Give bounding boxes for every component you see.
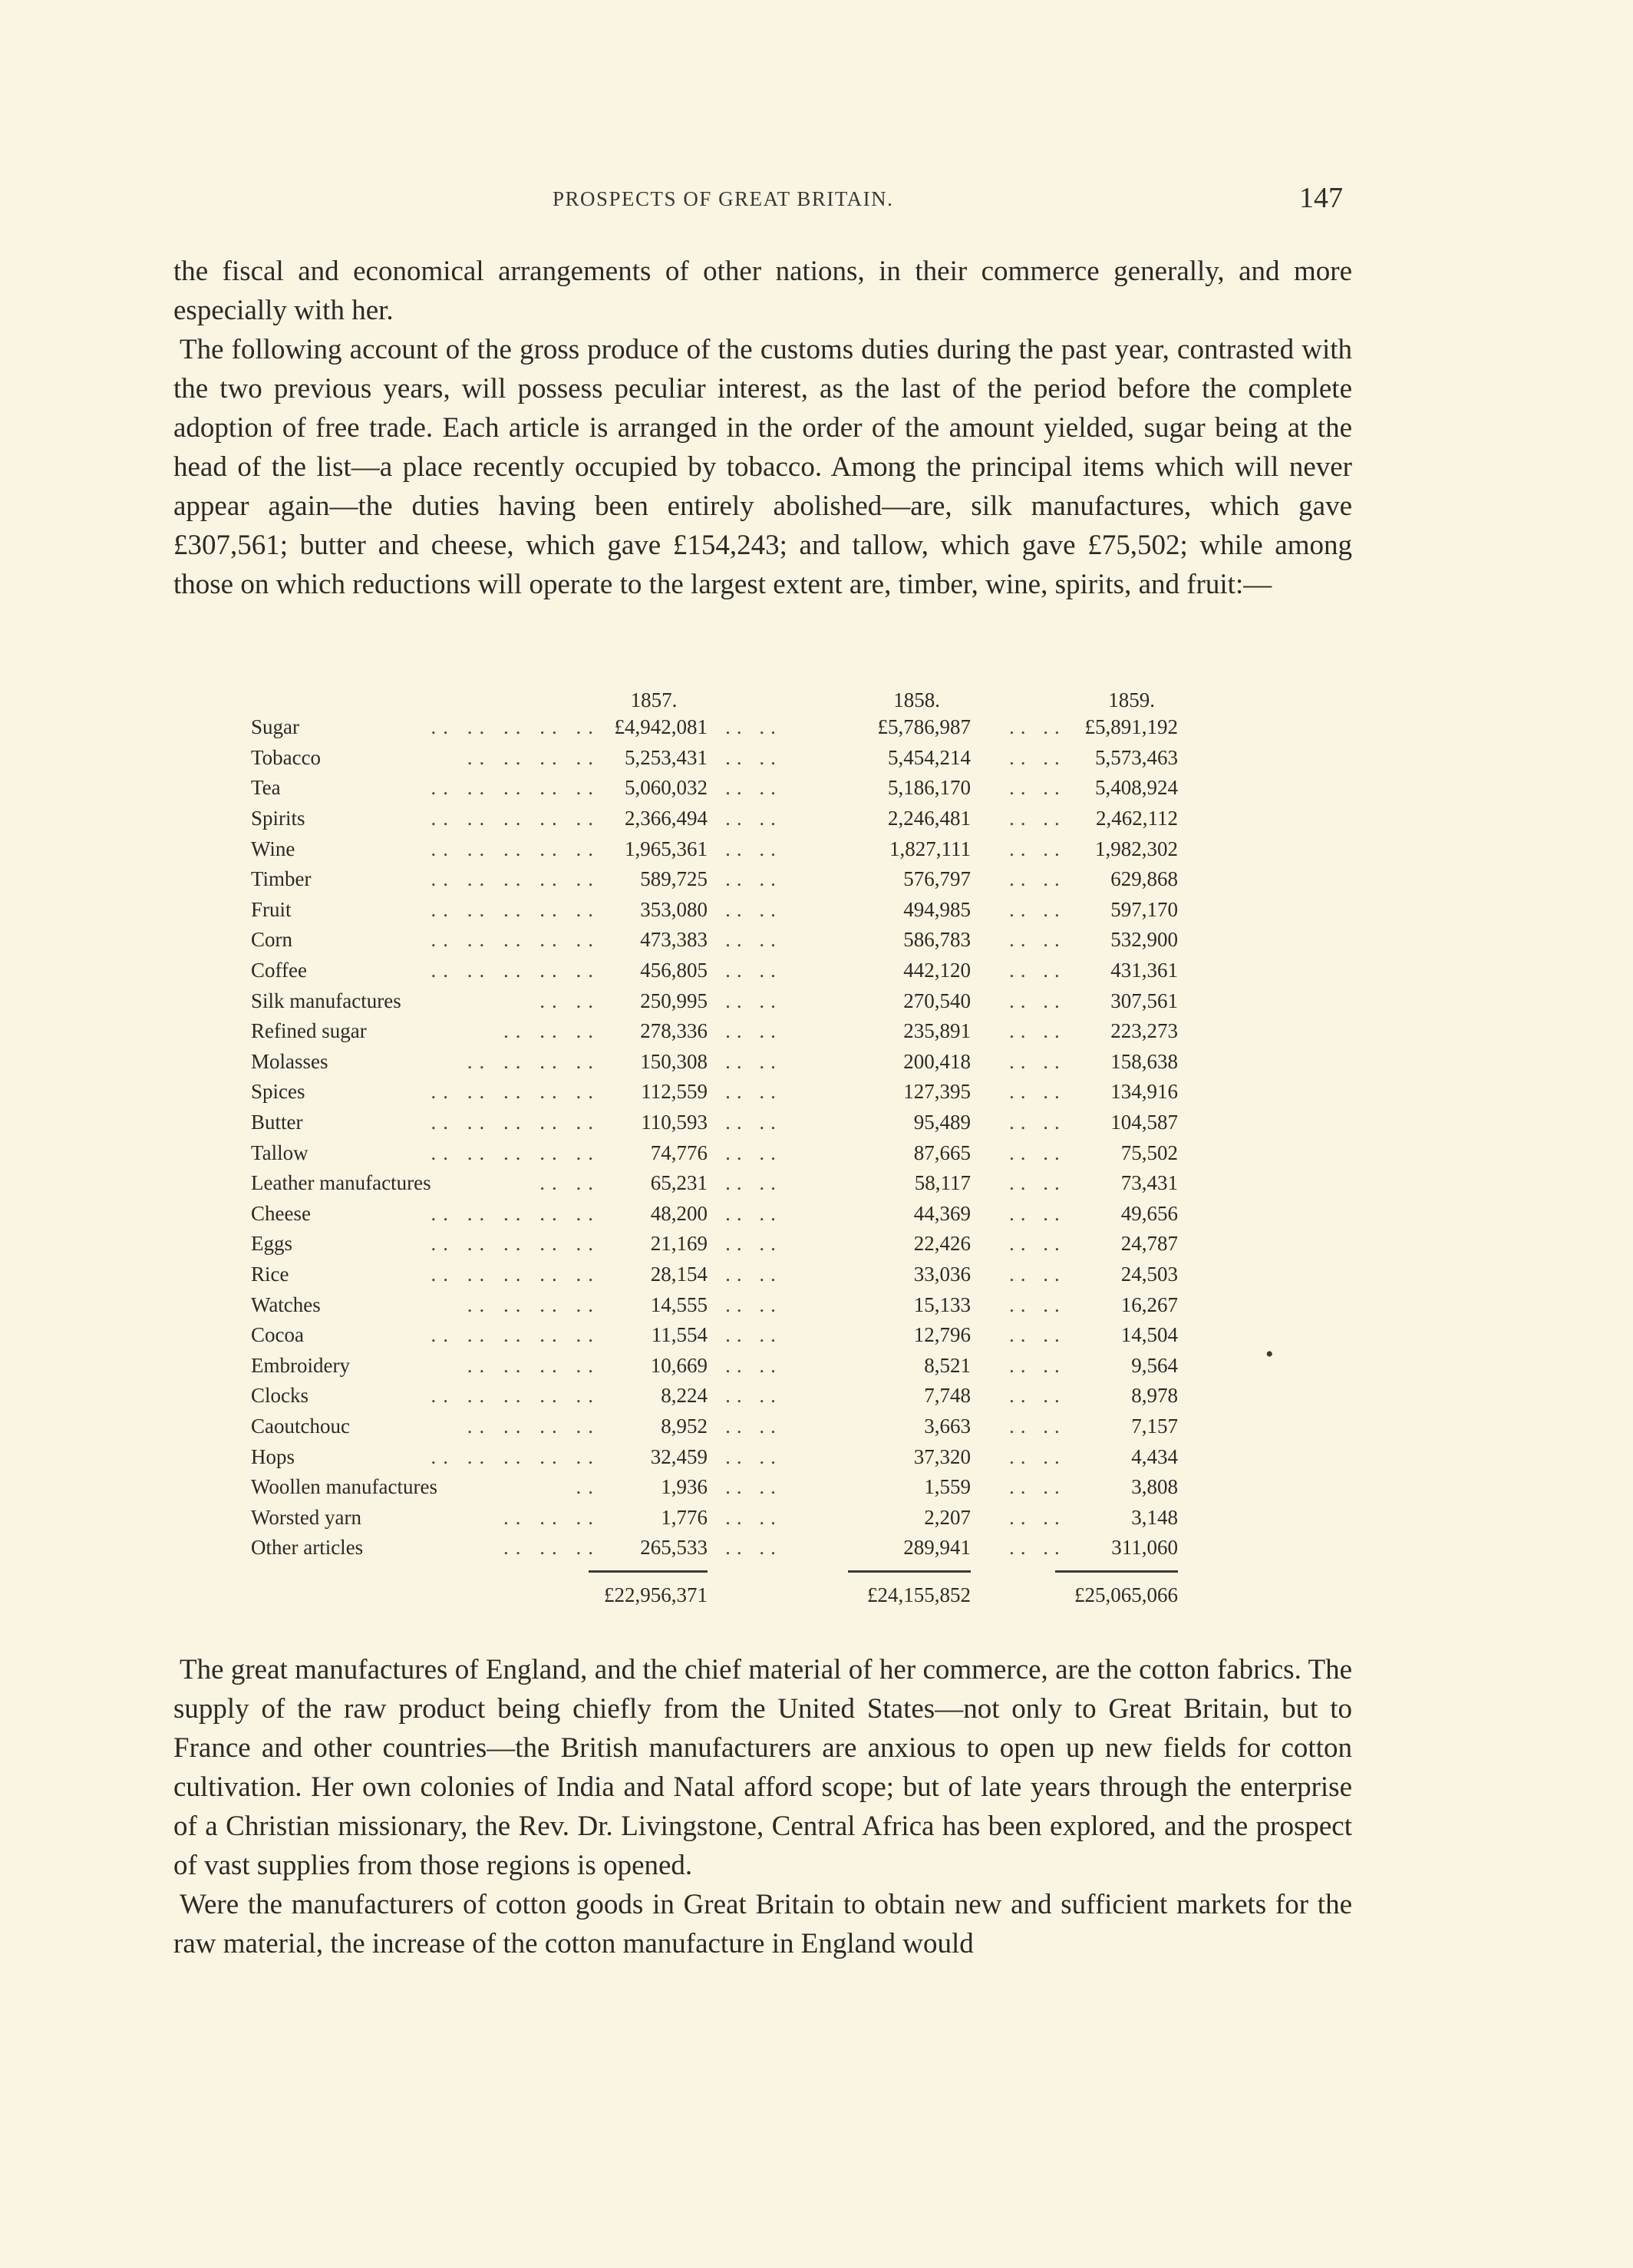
article-name: Timber bbox=[251, 867, 312, 891]
dot-leader: .. .. bbox=[725, 1475, 782, 1499]
dot-leader: .. .. bbox=[725, 1353, 782, 1377]
dot-leader: .. .. .. .. .. bbox=[431, 867, 600, 891]
dot-leader: .. .. .. .. .. bbox=[431, 1111, 600, 1134]
value-1859: 16,267 .. .. bbox=[1009, 1292, 1178, 1316]
value-1857: £4,942,081 bbox=[614, 715, 708, 739]
dot-leader: .. .. bbox=[1009, 1019, 1066, 1043]
value-1858: 270,540 bbox=[903, 989, 971, 1012]
value-1859: 431,361 .. .. bbox=[1009, 959, 1178, 982]
dot-leader: .. .. bbox=[725, 837, 782, 860]
value-1857: 112,559 bbox=[641, 1080, 708, 1104]
dot-leader: .. .. .. .. bbox=[467, 1353, 600, 1377]
value-1857: 150,308 bbox=[640, 1049, 708, 1073]
dot-leader: .. .. .. .. .. bbox=[431, 1201, 600, 1225]
article-name: Refined sugar bbox=[251, 1019, 367, 1043]
dot-leader: .. .. bbox=[1009, 1080, 1066, 1104]
dot-leader: .. .. bbox=[1009, 1505, 1066, 1529]
dot-leader: .. .. .. .. .. bbox=[431, 959, 600, 982]
column-header-1858: 1858. bbox=[893, 688, 940, 711]
table-row bbox=[251, 743, 1249, 774]
dot-leader: .. .. .. .. .. bbox=[431, 1384, 600, 1408]
dot-leader: .. .. bbox=[725, 1323, 782, 1347]
dot-leader: .. .. bbox=[539, 1171, 600, 1195]
value-1858: 442,120 bbox=[903, 959, 971, 982]
value-1859: 7,157 .. .. bbox=[1009, 1414, 1178, 1438]
intro-paragraph-2: The following account of the gross produce of the customs duties during the past year, contrasted with the two previous years, will possess peculiar interest, as the last of the period before the complete adoption of free trade. Each article is arranged in the order of the amount yielded, sugar being at the head of the list—a place recently occupied by tobacco. Among the principal items which will never appear again—the duties having been entirely abolished—are, silk manufactures, which gave £307,561; butter and cheese, which gave £154,243; and tallow, which gave £75,502; while among those on which reductions will operate to the largest extent are, timber, wine, spirits, and fruit:— bbox=[173, 334, 1352, 600]
article-name: Butter bbox=[251, 1111, 303, 1134]
page-number: 147 bbox=[1299, 182, 1343, 214]
article-name: Worsted yarn bbox=[251, 1505, 362, 1529]
value-1858: 87,665 bbox=[913, 1141, 971, 1164]
dot-leader: .. .. bbox=[1009, 1444, 1066, 1468]
value-1859: 2,462,112 .. .. bbox=[1009, 807, 1178, 830]
dot-leader: .. .. .. .. bbox=[467, 1292, 600, 1316]
value-1858: 235,891 bbox=[903, 1019, 971, 1043]
dot-leader: .. .. bbox=[1009, 1414, 1066, 1438]
value-1857: 21,169 bbox=[650, 1232, 708, 1256]
dot-leader: .. .. bbox=[1009, 1323, 1066, 1347]
table-row bbox=[251, 834, 1249, 864]
dot-leader: .. .. bbox=[1009, 715, 1066, 739]
table-row bbox=[251, 895, 1249, 926]
table-row bbox=[251, 1411, 1249, 1442]
dot-leader: .. .. bbox=[725, 1232, 782, 1256]
article-name: Silk manufactures bbox=[251, 989, 401, 1012]
dot-leader: .. .. bbox=[1009, 776, 1066, 800]
dot-leader: .. .. bbox=[1009, 1111, 1066, 1134]
article-name: Eggs bbox=[251, 1232, 292, 1256]
dot-leader: .. .. .. .. .. bbox=[431, 807, 600, 830]
dot-leader: .. .. bbox=[1009, 897, 1066, 921]
value-1859: 311,060 .. .. bbox=[1009, 1536, 1178, 1560]
value-1859: 134,916 .. .. bbox=[1009, 1080, 1178, 1104]
dot-leader: .. .. bbox=[725, 897, 782, 921]
table-row bbox=[251, 773, 1249, 804]
value-1859: 3,148 .. .. bbox=[1009, 1505, 1178, 1529]
article-name: Tallow bbox=[251, 1141, 308, 1164]
dot-leader: .. .. bbox=[725, 1111, 782, 1134]
table-row bbox=[251, 985, 1249, 1016]
value-1857: 65,231 bbox=[650, 1171, 708, 1195]
dot-leader: .. .. bbox=[1009, 1141, 1066, 1164]
article-name: Rice bbox=[251, 1262, 289, 1286]
table-row bbox=[251, 1047, 1249, 1078]
dot-leader: .. .. .. .. bbox=[467, 1049, 600, 1073]
dot-leader: .. .. bbox=[725, 1080, 782, 1104]
table-header bbox=[251, 677, 1249, 712]
dot-leader: .. .. .. .. .. bbox=[431, 837, 600, 860]
dot-leader: .. .. bbox=[1009, 1171, 1066, 1195]
dot-leader: .. .. bbox=[1009, 745, 1066, 769]
dot-leader: .. .. bbox=[725, 1049, 782, 1073]
value-1858: 1,559 bbox=[924, 1475, 971, 1499]
dot-leader: .. .. bbox=[1009, 959, 1066, 982]
table-row bbox=[251, 1199, 1249, 1230]
value-1857: 1,776 bbox=[661, 1505, 708, 1529]
article-name: Sugar bbox=[251, 715, 299, 739]
table-row bbox=[251, 1381, 1249, 1411]
article-name: Caoutchouc bbox=[251, 1414, 350, 1438]
value-1857: 32,459 bbox=[650, 1444, 708, 1468]
value-1857: 110,593 bbox=[641, 1111, 708, 1134]
value-1858: 494,985 bbox=[903, 897, 971, 921]
value-1858: 12,796 bbox=[913, 1323, 971, 1347]
table-row bbox=[251, 1289, 1249, 1320]
dot-leader: .. .. .. bbox=[503, 1505, 600, 1529]
value-1858: 586,783 bbox=[903, 928, 971, 952]
value-1857: 250,995 bbox=[640, 989, 708, 1012]
value-1858: 5,454,214 bbox=[888, 745, 971, 769]
table-row bbox=[251, 1259, 1249, 1290]
table-row bbox=[251, 1441, 1249, 1472]
value-1858: 44,369 bbox=[913, 1201, 971, 1225]
closing-paragraph-1: The great manufactures of England, and the chief material of her commerce, are the cotton fabrics. The supply of the raw product being chiefly from the United States—not only to Great Britain, but to France and other countries—the British manufacturers are anxious to open up new fields for cotton cultivation. Her own colonies of India and Natal afford scope; but of late years through the enterprise of a Christian missionary, the Rev. Dr. Livingstone, Central Africa has been explored, and the prospect of vast supplies from those regions is opened. bbox=[173, 1654, 1352, 1881]
value-1857: 11,554 bbox=[651, 1323, 708, 1347]
value-1859: 14,504 .. .. bbox=[1009, 1323, 1178, 1347]
dot-leader: .. .. bbox=[725, 1262, 782, 1286]
dot-leader: .. .. bbox=[539, 989, 600, 1012]
value-1859: 5,573,463 .. .. bbox=[1009, 745, 1178, 769]
table-body bbox=[251, 712, 1249, 1563]
value-1858: 2,207 bbox=[924, 1505, 971, 1529]
value-1857: 28,154 bbox=[650, 1262, 708, 1286]
dot-leader: .. .. .. .. .. bbox=[431, 897, 600, 921]
dot-leader: .. .. .. .. bbox=[467, 745, 600, 769]
value-1858: 95,489 bbox=[913, 1111, 971, 1134]
article-name: Coffee bbox=[251, 959, 307, 982]
article-name: Tea bbox=[251, 776, 281, 800]
article-name: Wine bbox=[251, 837, 295, 860]
dot-leader: .. .. bbox=[725, 1414, 782, 1438]
dot-leader: .. .. bbox=[725, 1019, 782, 1043]
value-1857: 1,936 bbox=[661, 1475, 708, 1499]
value-1858: 33,036 bbox=[913, 1262, 971, 1286]
dot-leader: .. .. bbox=[1009, 1262, 1066, 1286]
value-1858: 7,748 bbox=[924, 1384, 971, 1408]
value-1858: 15,133 bbox=[913, 1292, 971, 1316]
dot-leader: .. .. bbox=[1009, 837, 1066, 860]
dot-leader: .. .. .. .. .. bbox=[431, 1232, 600, 1256]
article-name: Leather manufactures bbox=[251, 1171, 431, 1195]
value-1859: 597,170 .. .. bbox=[1009, 897, 1178, 921]
value-1859: 104,587 .. .. bbox=[1009, 1111, 1178, 1134]
value-1859: £5,891,192 .. .. bbox=[1009, 715, 1178, 739]
value-1859: 9,564 .. .. bbox=[1009, 1353, 1178, 1377]
total-1857: £22,956,371 bbox=[604, 1583, 708, 1607]
dot-leader: .. .. bbox=[1009, 1201, 1066, 1225]
dot-leader: .. .. bbox=[725, 1171, 782, 1195]
value-1858: 2,246,481 bbox=[888, 807, 971, 830]
dot-leader: .. .. bbox=[1009, 1475, 1066, 1499]
article-name: Spirits bbox=[251, 807, 305, 830]
dot-leader: .. .. bbox=[725, 1536, 782, 1560]
dot-leader: .. .. .. .. .. bbox=[431, 1323, 600, 1347]
value-1859: 24,787 .. .. bbox=[1009, 1232, 1178, 1256]
column-header-1857: 1857. bbox=[630, 688, 678, 711]
table-row bbox=[251, 712, 1249, 743]
value-1857: 10,669 bbox=[650, 1353, 708, 1377]
dot-leader: .. .. bbox=[1009, 1292, 1066, 1316]
dot-leader: .. .. bbox=[725, 1141, 782, 1164]
dot-leader: .. .. bbox=[725, 1201, 782, 1225]
value-1857: 74,776 bbox=[650, 1141, 708, 1164]
article-name: Woollen manufactures bbox=[251, 1475, 437, 1499]
value-1859: 532,900 .. .. bbox=[1009, 928, 1178, 952]
dot-leader: .. .. bbox=[725, 928, 782, 952]
value-1859: 307,561 .. .. bbox=[1009, 989, 1178, 1012]
value-1858: 576,797 bbox=[903, 867, 971, 891]
dot-leader: .. .. .. .. .. bbox=[431, 1262, 600, 1286]
value-1857: 265,533 bbox=[640, 1536, 708, 1560]
dot-leader: .. .. bbox=[725, 1444, 782, 1468]
value-1858: 8,521 bbox=[924, 1353, 971, 1377]
value-1859: 158,638 .. .. bbox=[1009, 1049, 1178, 1073]
dot-leader: .. .. .. bbox=[503, 1019, 600, 1043]
value-1859: 24,503 .. .. bbox=[1009, 1262, 1178, 1286]
value-1859: 1,982,302 .. .. bbox=[1009, 837, 1178, 860]
dot-leader: .. .. bbox=[1009, 1384, 1066, 1408]
closing-text bbox=[173, 1650, 1352, 1963]
value-1858: 127,395 bbox=[903, 1080, 971, 1104]
dot-leader: .. .. .. .. .. bbox=[431, 1080, 600, 1104]
table-row bbox=[251, 1502, 1249, 1533]
dot-leader: .. .. bbox=[1009, 989, 1066, 1012]
value-1857: 1,965,361 bbox=[625, 837, 708, 860]
article-name: Cocoa bbox=[251, 1323, 304, 1347]
article-name: Embroidery bbox=[251, 1353, 350, 1377]
value-1859: 8,978 .. .. bbox=[1009, 1384, 1178, 1408]
table-row bbox=[251, 956, 1249, 986]
total-rule bbox=[251, 1563, 1249, 1580]
value-1857: 48,200 bbox=[650, 1201, 708, 1225]
value-1859: 4,434 .. .. bbox=[1009, 1444, 1178, 1468]
article-name: Molasses bbox=[251, 1049, 328, 1073]
value-1858: 58,117 bbox=[914, 1171, 971, 1195]
dot-leader: .. .. .. .. .. bbox=[431, 928, 600, 952]
article-name: Corn bbox=[251, 928, 292, 952]
value-1858: 200,418 bbox=[903, 1049, 971, 1073]
table-row bbox=[251, 1108, 1249, 1138]
dot-leader: .. .. bbox=[1009, 1536, 1066, 1560]
customs-duties-table bbox=[251, 677, 1249, 1611]
dot-leader: .. .. bbox=[1009, 1049, 1066, 1073]
dot-leader: .. .. bbox=[725, 1292, 782, 1316]
dot-leader: .. .. bbox=[725, 989, 782, 1012]
value-1857: 8,952 bbox=[661, 1414, 708, 1438]
value-1859: 629,868 .. .. bbox=[1009, 867, 1178, 891]
value-1859: 49,656 .. .. bbox=[1009, 1201, 1178, 1225]
dot-leader: .. .. bbox=[725, 959, 782, 982]
dot-leader: .. .. .. .. .. bbox=[431, 1444, 600, 1468]
dot-leader: .. .. bbox=[1009, 928, 1066, 952]
value-1859: 73,431 .. .. bbox=[1009, 1171, 1178, 1195]
value-1857: 589,725 bbox=[640, 867, 708, 891]
dot-leader: .. .. bbox=[1009, 1232, 1066, 1256]
value-1859: 223,273 .. .. bbox=[1009, 1019, 1178, 1043]
value-1857: 353,080 bbox=[640, 897, 708, 921]
dot-leader: .. .. bbox=[725, 745, 782, 769]
table-row bbox=[251, 1137, 1249, 1168]
dot-leader: .. .. .. .. bbox=[467, 1414, 600, 1438]
table-row bbox=[251, 1229, 1249, 1259]
value-1858: 1,827,111 bbox=[889, 837, 971, 860]
dot-leader: .. .. .. .. .. bbox=[431, 1141, 600, 1164]
dot-leader: .. .. bbox=[1009, 1353, 1066, 1377]
table-row bbox=[251, 804, 1249, 834]
column-header-1859: 1859. bbox=[1108, 688, 1155, 711]
dot-leader: .. bbox=[576, 1475, 600, 1499]
dot-leader: .. .. bbox=[1009, 867, 1066, 891]
value-1857: 14,555 bbox=[650, 1292, 708, 1316]
table-row bbox=[251, 1533, 1249, 1563]
intro-text bbox=[173, 252, 1352, 604]
closing-paragraph-2: Were the manufacturers of cotton goods in Great Britain to obtain new and sufficient markets for the raw material, the increase of the cotton manufacture in England would bbox=[173, 1889, 1352, 1959]
value-1859: 75,502 .. .. bbox=[1009, 1141, 1178, 1164]
value-1857: 456,805 bbox=[640, 959, 708, 982]
dot-leader: .. .. bbox=[725, 1384, 782, 1408]
value-1857: 473,383 bbox=[640, 928, 708, 952]
intro-paragraph-1: the fiscal and economical arrangements of other nations, in their commerce generally, and more especially with her. bbox=[173, 256, 1352, 326]
value-1857: 8,224 bbox=[661, 1384, 708, 1408]
table-row bbox=[251, 1016, 1249, 1047]
value-1857: 2,366,494 bbox=[625, 807, 708, 830]
value-1857: 5,060,032 bbox=[625, 776, 708, 800]
dot-leader: .. .. .. bbox=[503, 1536, 600, 1560]
article-name: Other articles bbox=[251, 1536, 364, 1560]
table-row bbox=[251, 1350, 1249, 1381]
dot-leader: .. .. .. .. .. bbox=[431, 776, 600, 800]
dot-leader: .. .. bbox=[725, 776, 782, 800]
dot-leader: .. .. bbox=[725, 807, 782, 830]
total-1858: £24,155,852 bbox=[867, 1583, 971, 1607]
table-row bbox=[251, 1168, 1249, 1199]
value-1859: 5,408,924 .. .. bbox=[1009, 776, 1178, 800]
dot-leader: .. .. .. .. .. bbox=[431, 715, 600, 739]
article-name: Spices bbox=[251, 1080, 305, 1104]
value-1859: 3,808 .. .. bbox=[1009, 1475, 1178, 1499]
running-title: PROSPECTS OF GREAT BRITAIN. bbox=[553, 187, 894, 210]
article-name: Fruit bbox=[251, 897, 292, 921]
table-row bbox=[251, 1077, 1249, 1108]
value-1858: 289,941 bbox=[903, 1536, 971, 1560]
value-1858: 22,426 bbox=[913, 1232, 971, 1256]
total-1859: £25,065,066 bbox=[1074, 1583, 1178, 1607]
article-name: Clocks bbox=[251, 1384, 309, 1408]
article-name: Watches bbox=[251, 1292, 321, 1316]
table-row bbox=[251, 1472, 1249, 1503]
dot-leader: .. .. bbox=[725, 867, 782, 891]
value-1858: 5,186,170 bbox=[888, 776, 971, 800]
value-1857: 5,253,431 bbox=[625, 745, 708, 769]
value-1858: 3,663 bbox=[924, 1414, 971, 1438]
value-1858: £5,786,987 bbox=[877, 715, 971, 739]
dot-leader: .. .. bbox=[725, 715, 782, 739]
stray-dot-mark: • bbox=[1265, 1342, 1274, 1367]
dot-leader: .. .. bbox=[1009, 807, 1066, 830]
article-name: Tobacco bbox=[251, 745, 322, 769]
article-name: Cheese bbox=[251, 1201, 311, 1225]
value-1858: 37,320 bbox=[913, 1444, 971, 1468]
table-row bbox=[251, 1320, 1249, 1351]
article-name: Hops bbox=[251, 1444, 295, 1468]
table-row bbox=[251, 925, 1249, 956]
table-totals-row bbox=[251, 1580, 1249, 1611]
table-row bbox=[251, 864, 1249, 895]
value-1857: 278,336 bbox=[640, 1019, 708, 1043]
dot-leader: .. .. bbox=[725, 1505, 782, 1529]
